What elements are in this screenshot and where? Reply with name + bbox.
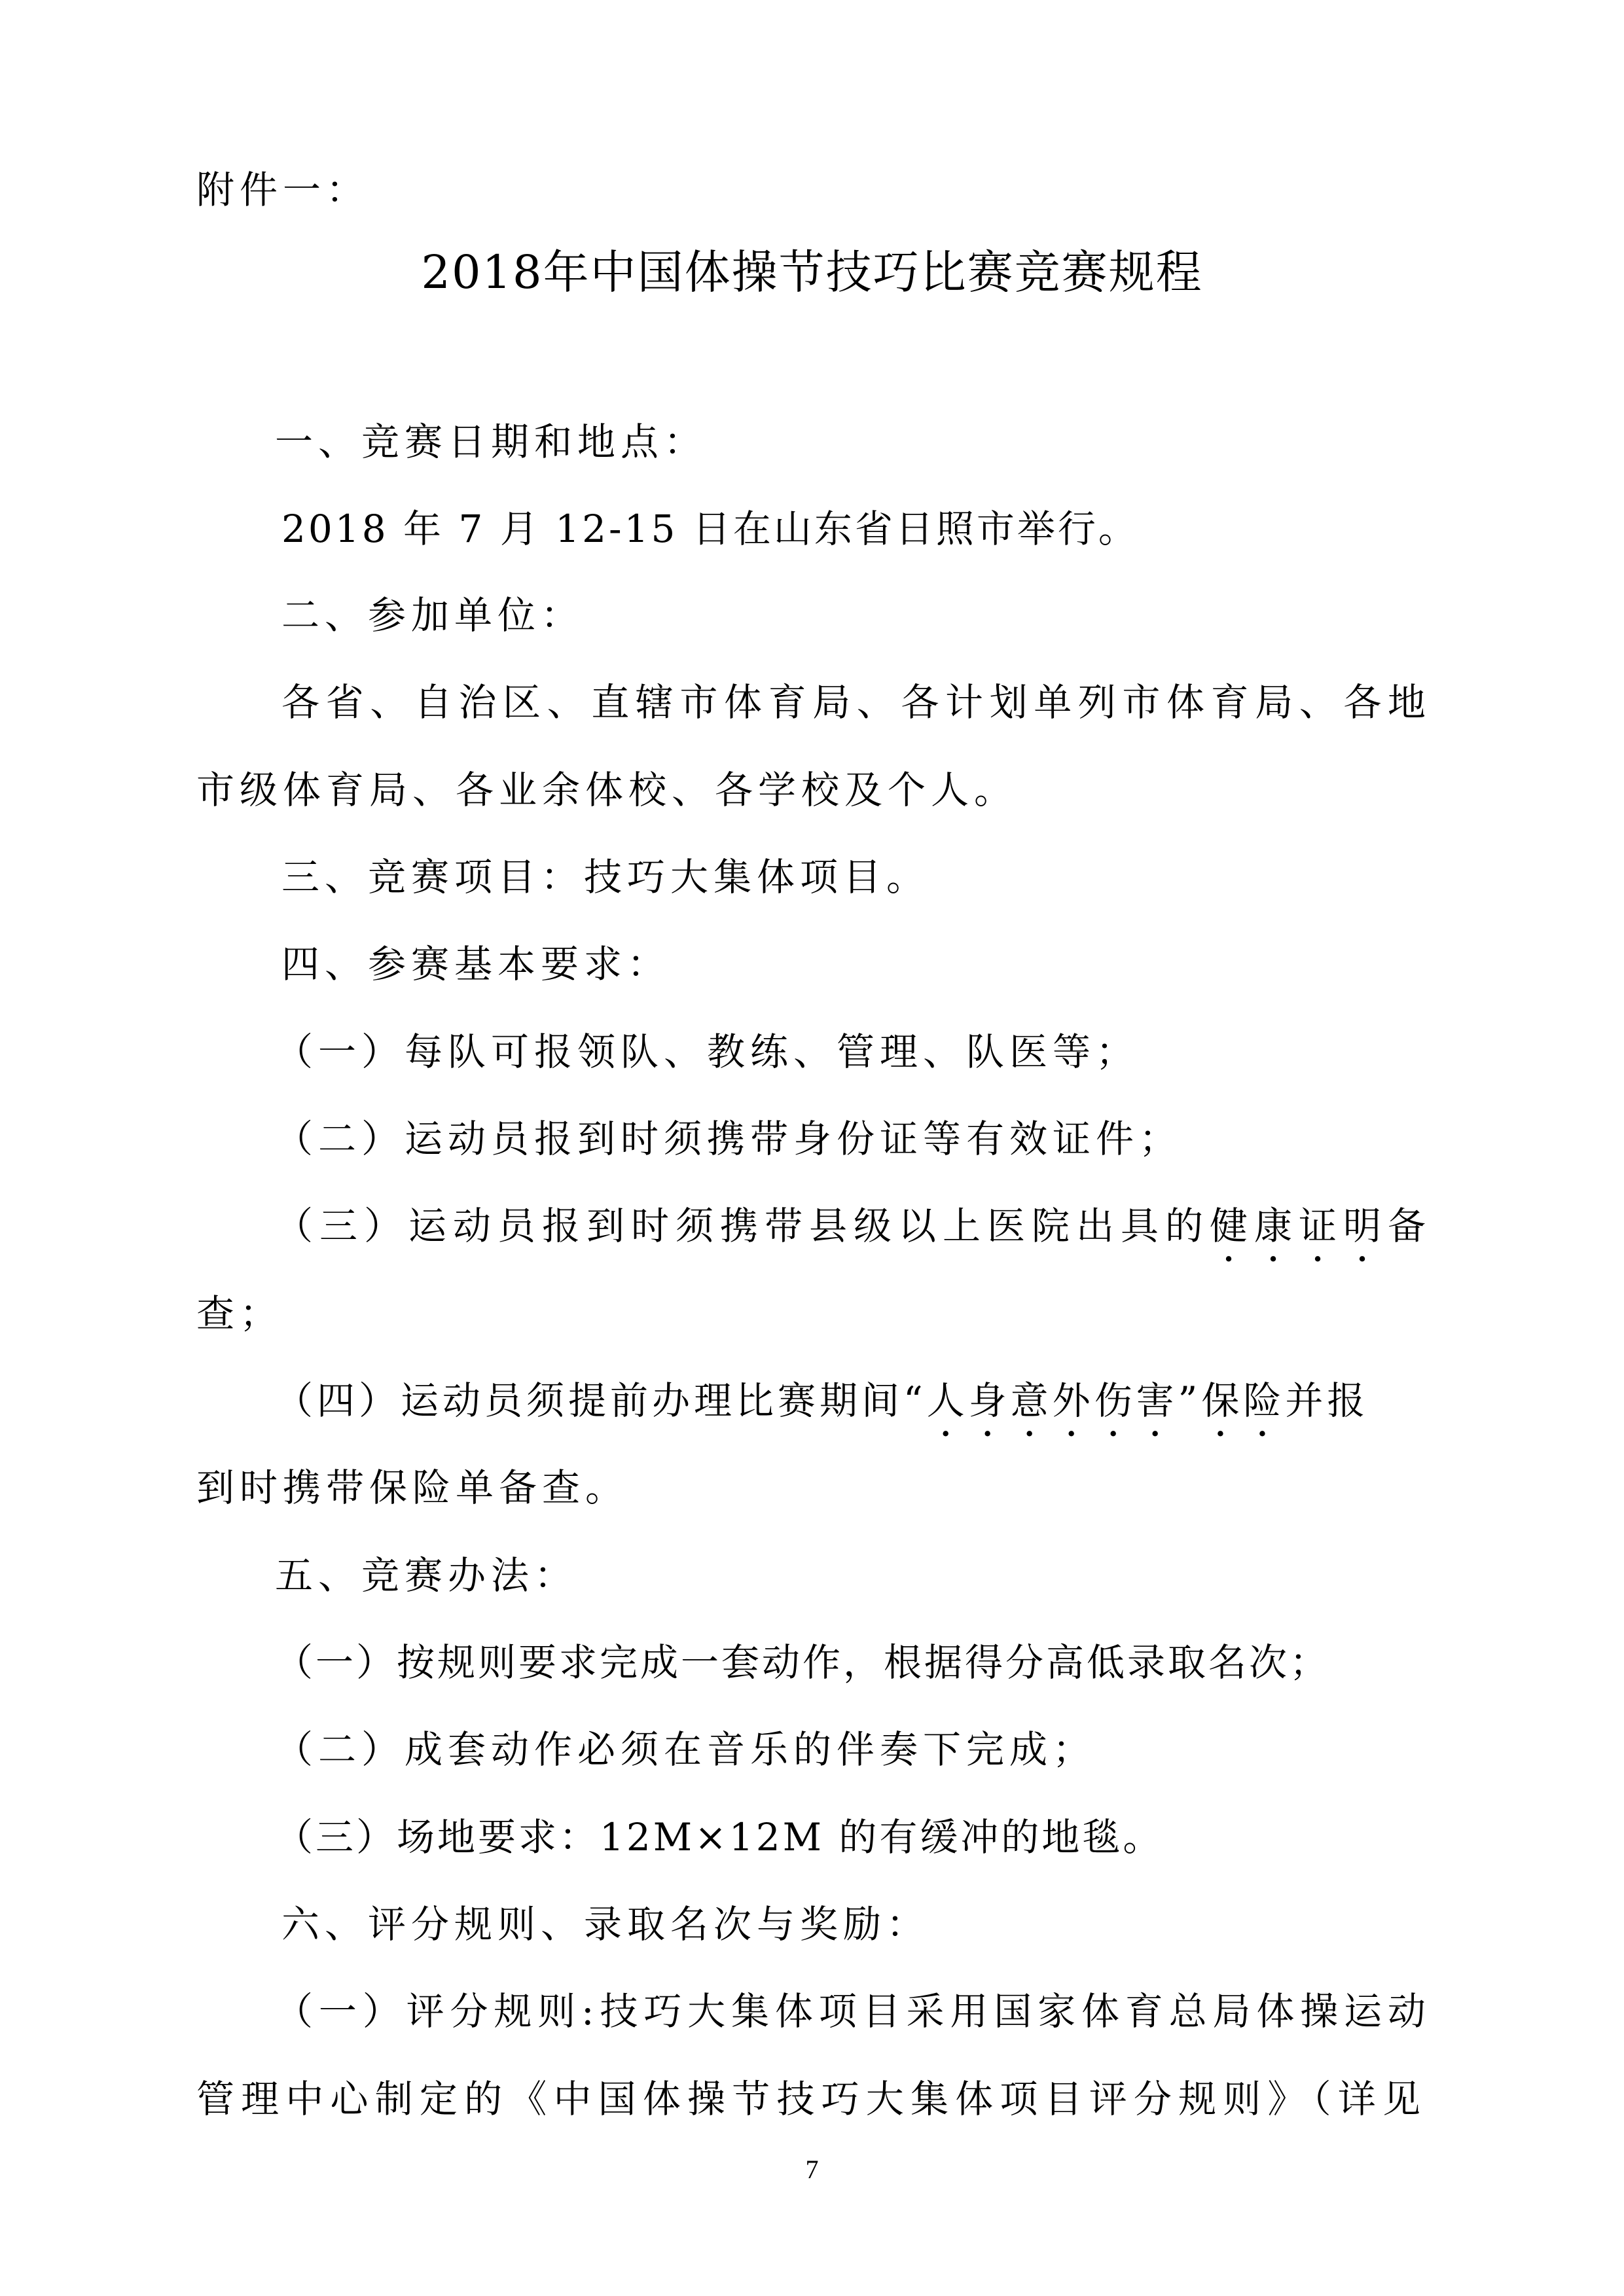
section-5-heading: 五、竞赛办法： [275, 1553, 578, 1598]
section-4-item-4-text-b: 并报 [1285, 1378, 1369, 1423]
section-4-item-3-text-b: 备 [1388, 1204, 1433, 1248]
section-4-item-3-emphasis: 健康证明 [1210, 1204, 1388, 1248]
section-4-item-4-text-a: （四）运动员须提前办理比赛期间 [275, 1378, 904, 1423]
section-5-item-1: （一）按规则要求完成一套动作，根据得分高低录取名次； [275, 1640, 1331, 1685]
section-4-item-2: （二）运动员报到时须携带身份证等有效证件； [275, 1117, 1183, 1161]
section-4-item-1: （一）每队可报领队、教练、管理、队医等； [275, 1030, 1140, 1074]
section-6-item-1-line-2: 管理中心制定的《中国体操节技巧大集体项目评分规则》（详见 [196, 2077, 1420, 2121]
section-4-item-3-line-1 [275, 1200, 1432, 1270]
section-4-item-4-line-2: 到时携带保险单备查。 [196, 1465, 629, 1510]
section-4-item-4-line-1 [275, 1374, 1369, 1445]
section-6-heading: 六、评分规则、录取名次与奖励： [281, 1902, 930, 1946]
section-1-text: 2018 年 7 月 12-15 日在山东省日照市举行。 [281, 507, 1139, 551]
section-4-item-4-emphasis: “人身意外伤害”保险 [903, 1378, 1286, 1423]
page-title: 2018年中国体操节技巧比赛竞赛规程 [421, 245, 1203, 299]
section-2-text-line-2: 市级体育局、各业余体校、各学校及个人。 [196, 768, 1018, 812]
section-4-item-3-line-2: 查； [196, 1291, 283, 1336]
attachment-label: 附件一： [196, 168, 370, 212]
section-4-heading: 四、参赛基本要求： [281, 942, 671, 986]
section-5-item-2: （二）成套动作必须在音乐的伴奏下完成； [275, 1727, 1096, 1772]
section-5-item-3: （三）场地要求：12M×12M 的有缓冲的地毯。 [275, 1815, 1164, 1859]
section-1-heading: 一、竞赛日期和地点： [275, 420, 708, 464]
section-2-heading: 二、参加单位： [281, 593, 585, 637]
section-4-item-3-text-a: （三）运动员报到时须携带县级以上医院出具的 [275, 1204, 1210, 1248]
section-6-item-1-line-1: （一）评分规则:技巧大集体项目采用国家体育总局体操运动 [275, 1989, 1426, 2034]
section-2-text-line-1: 各省、自治区、直辖市体育局、各计划单列市体育局、各地 [281, 680, 1426, 725]
section-3-heading: 三、竞赛项目：技巧大集体项目。 [281, 855, 930, 899]
page-number: 7 [805, 2155, 819, 2184]
